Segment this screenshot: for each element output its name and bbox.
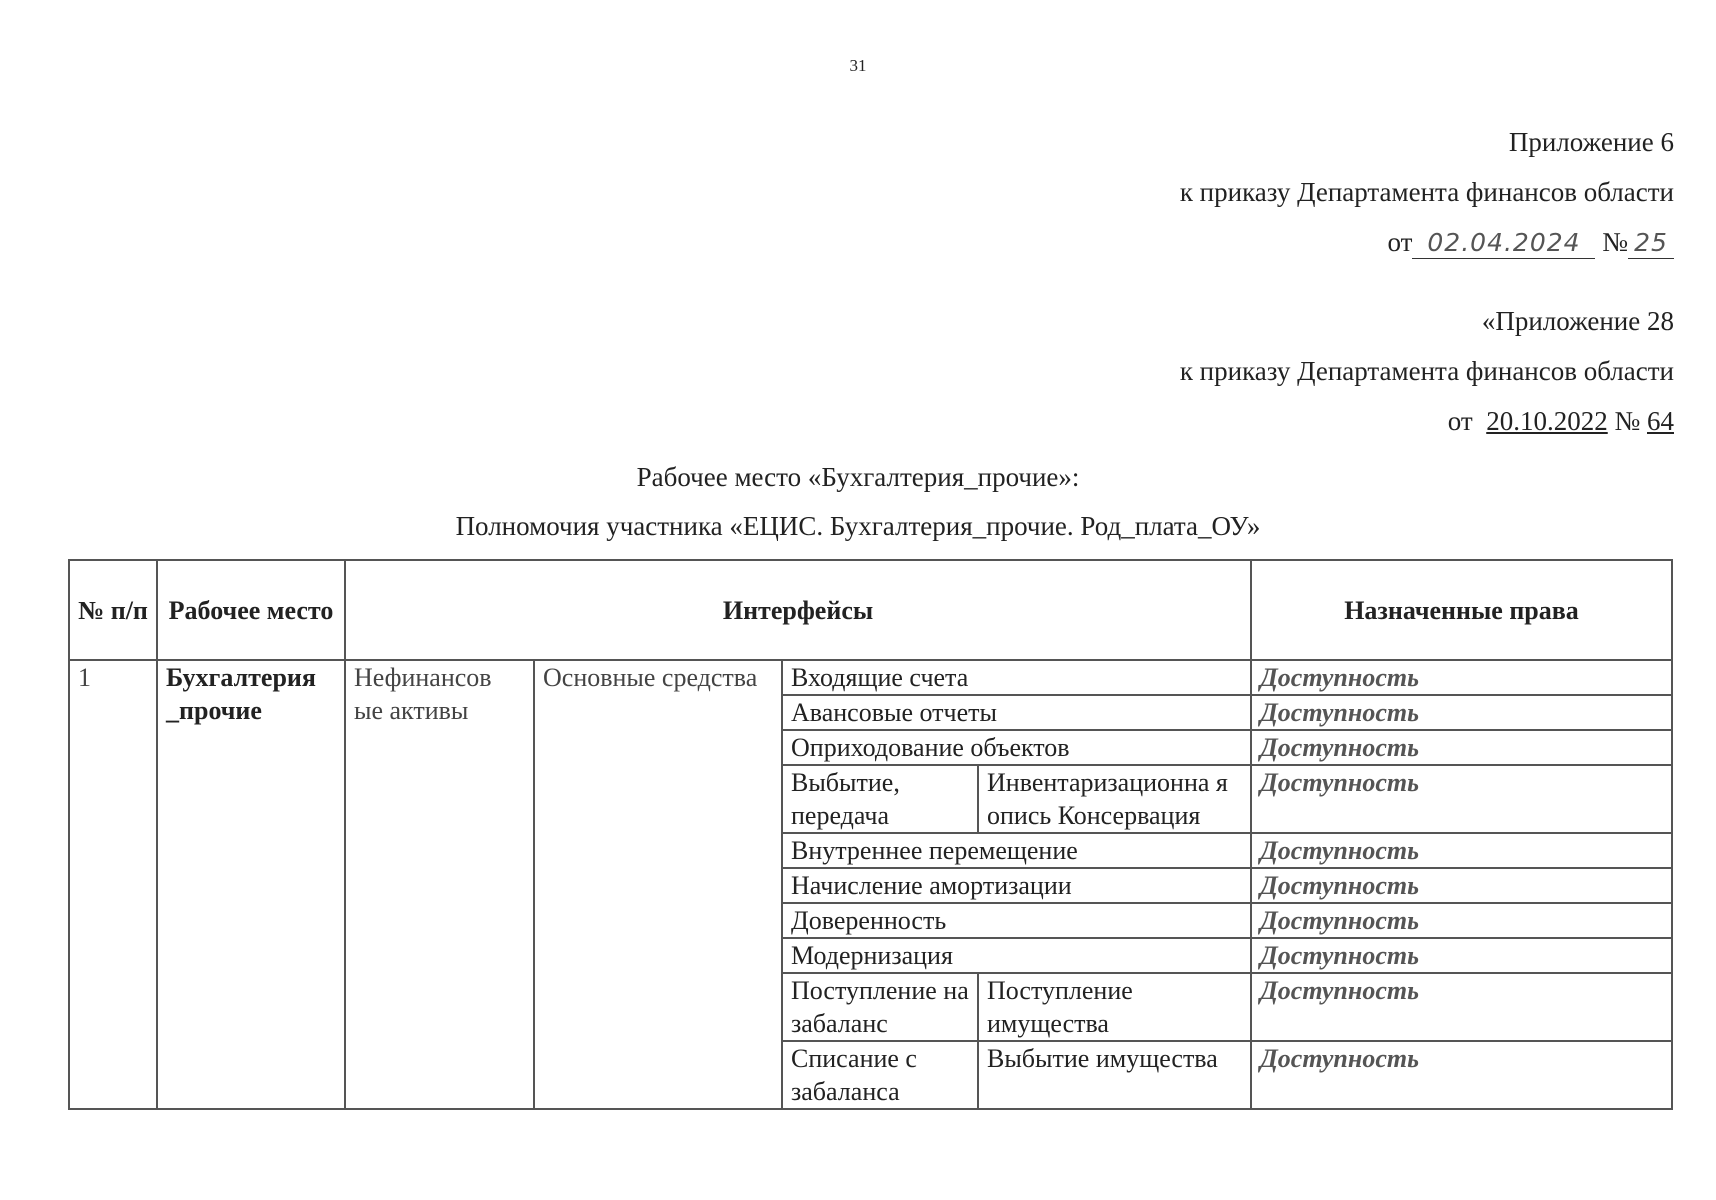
interface-subitem: Инвентаризационна я опись Консервация <box>978 765 1251 833</box>
order-date: 20.10.2022 <box>1486 406 1608 436</box>
right-value: Доступность <box>1251 903 1672 938</box>
workplace-heading: Рабочее место «Бухгалтерия_прочие»: <box>636 462 1080 492</box>
interface-item: Внутреннее перемещение <box>782 833 1251 868</box>
header-interfaces: Интерфейсы <box>345 560 1251 660</box>
right-value: Доступность <box>1251 765 1672 833</box>
number-prefix: № <box>1614 406 1641 436</box>
interface-level1: Нефинансов ые активы <box>345 660 534 1109</box>
page-number: 31 <box>849 56 867 75</box>
right-value: Доступность <box>1251 695 1672 730</box>
from-prefix: от <box>1387 227 1413 257</box>
appendix-date-line <box>1180 396 1674 446</box>
right-value: Доступность <box>1251 1041 1672 1109</box>
right-value: Доступность <box>1251 833 1672 868</box>
right-value: Доступность <box>1251 973 1672 1041</box>
interface-item: Авансовые отчеты <box>782 695 1251 730</box>
interface-item: Поступление на забаланс <box>782 973 978 1041</box>
appendix-6-block <box>1180 117 1674 267</box>
number-prefix: № <box>1602 227 1628 257</box>
table-header-row <box>69 560 1672 660</box>
appendix-title: Приложение 6 <box>1508 127 1674 157</box>
workplace-cell: Бухгалтерия _прочие <box>157 660 345 1109</box>
interface-subitem: Выбытие имущества <box>978 1041 1251 1109</box>
interface-item: Выбытие, передача <box>782 765 978 833</box>
interface-item: Входящие счета <box>782 660 1251 695</box>
interface-item: Модернизация <box>782 938 1251 973</box>
header-rights: Назначенные права <box>1251 560 1672 660</box>
interface-item: Доверенность <box>782 903 1251 938</box>
interface-item: Списание с забаланса <box>782 1041 978 1109</box>
rights-table <box>68 559 1673 1110</box>
right-value: Доступность <box>1251 868 1672 903</box>
appendix-order-ref: к приказу Департамента финансов области <box>1179 356 1674 386</box>
appendix-28-block <box>1180 296 1674 446</box>
interface-subitem: Поступление имущества <box>978 973 1251 1041</box>
table-row <box>69 660 1672 695</box>
header-workplace: Рабочее место <box>157 560 345 660</box>
handwritten-date: 02.04.2024 <box>1412 228 1595 259</box>
appendix-title: «Приложение 28 <box>1481 306 1674 336</box>
header-number: № п/п <box>69 560 157 660</box>
handwritten-number: 25 <box>1628 228 1674 259</box>
participant-rights-heading: Полномочия участника «ЕЦИС. Бухгалтерия_прочие. Род_плата_ОУ» <box>455 511 1261 541</box>
from-prefix: от <box>1447 406 1473 436</box>
interface-level2: Основные средства <box>534 660 782 1109</box>
right-value: Доступность <box>1251 938 1672 973</box>
appendix-date-line <box>1180 217 1674 267</box>
order-number: 64 <box>1647 406 1674 436</box>
appendix-order-ref: к приказу Департамента финансов области <box>1179 177 1674 207</box>
interface-item: Начисление амортизации <box>782 868 1251 903</box>
row-number: 1 <box>69 660 157 1109</box>
interface-item: Оприходование объектов <box>782 730 1251 765</box>
right-value: Доступность <box>1251 660 1672 695</box>
right-value: Доступность <box>1251 730 1672 765</box>
